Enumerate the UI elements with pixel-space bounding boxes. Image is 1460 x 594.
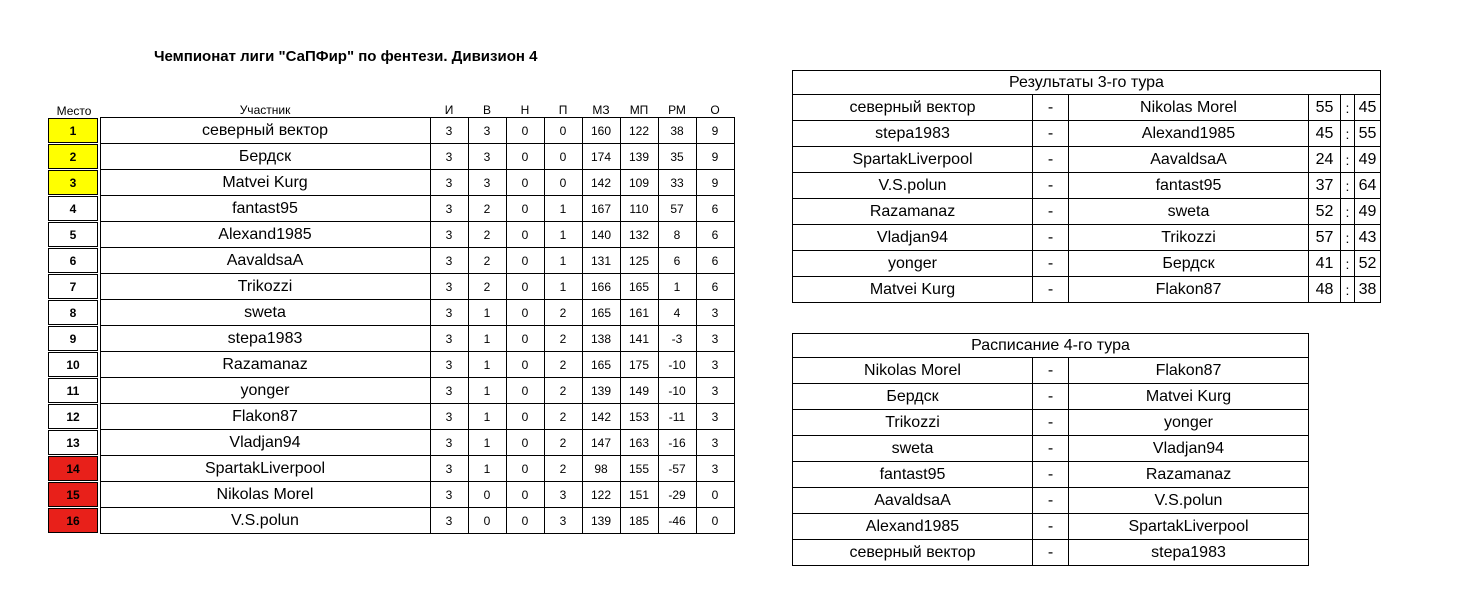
- points-against-cell: 153: [620, 404, 658, 430]
- place-number: 8: [48, 300, 98, 325]
- losses-cell: 2: [544, 300, 582, 326]
- home-score: 57: [1309, 225, 1341, 251]
- away-team: Flakon87: [1069, 358, 1309, 384]
- score-cell: 0: [696, 508, 734, 534]
- points-for-cell: 131: [582, 248, 620, 274]
- wins-cell: 1: [468, 352, 506, 378]
- points-against-cell: 161: [620, 300, 658, 326]
- home-team: V.S.polun: [793, 173, 1033, 199]
- difference-cell: -16: [658, 430, 696, 456]
- home-team: Trikozzi: [793, 410, 1033, 436]
- score-separator: :: [1341, 277, 1355, 303]
- place-cell: [48, 352, 100, 378]
- difference-cell: 8: [658, 222, 696, 248]
- losses-cell: 0: [544, 118, 582, 144]
- schedule-table: [792, 333, 1309, 566]
- score-cell: 6: [696, 274, 734, 300]
- score-cell: 3: [696, 352, 734, 378]
- points-against-cell: 122: [620, 118, 658, 144]
- points-for-cell: 166: [582, 274, 620, 300]
- schedule-row: [793, 410, 1309, 436]
- header-wins: В: [482, 103, 491, 117]
- away-team: Nikolas Morel: [1069, 95, 1309, 121]
- home-team: Matvei Kurg: [793, 277, 1033, 303]
- standings-row: [48, 508, 734, 534]
- away-score: 49: [1355, 199, 1381, 225]
- header-draws: Н: [520, 103, 530, 117]
- losses-cell: 1: [544, 196, 582, 222]
- wins-cell: 3: [468, 170, 506, 196]
- points-for-cell: 167: [582, 196, 620, 222]
- home-score: 55: [1309, 95, 1341, 121]
- place-cell: [48, 222, 100, 248]
- header-points-against: МП: [629, 103, 649, 117]
- home-team: Razamanaz: [793, 199, 1033, 225]
- schedule-row: [793, 540, 1309, 566]
- result-row: [793, 95, 1381, 121]
- difference-cell: -3: [658, 326, 696, 352]
- points-for-cell: 140: [582, 222, 620, 248]
- score-separator: :: [1341, 95, 1355, 121]
- participant-name: Vladjan94: [100, 430, 430, 456]
- standings-row: [48, 248, 734, 274]
- participant-name: stepa1983: [100, 326, 430, 352]
- games-cell: 3: [430, 222, 468, 248]
- losses-cell: 3: [544, 482, 582, 508]
- draws-cell: 0: [506, 274, 544, 300]
- standings-header-row: [48, 98, 734, 118]
- place-cell: [48, 248, 100, 274]
- away-score: 52: [1355, 251, 1381, 277]
- wins-cell: 2: [468, 196, 506, 222]
- away-team: SpartakLiverpool: [1069, 514, 1309, 540]
- away-team: V.S.polun: [1069, 488, 1309, 514]
- standings-row: [48, 222, 734, 248]
- games-cell: 3: [430, 274, 468, 300]
- score-cell: 0: [696, 482, 734, 508]
- score-separator: :: [1341, 147, 1355, 173]
- standings-row: [48, 196, 734, 222]
- place-number: 7: [48, 274, 98, 299]
- place-number: 16: [48, 508, 98, 533]
- home-score: 24: [1309, 147, 1341, 173]
- away-team: Flakon87: [1069, 277, 1309, 303]
- score-separator: :: [1341, 251, 1355, 277]
- difference-cell: -11: [658, 404, 696, 430]
- away-score: 55: [1355, 121, 1381, 147]
- draws-cell: 0: [506, 326, 544, 352]
- vs-dash: -: [1033, 277, 1069, 303]
- points-for-cell: 142: [582, 404, 620, 430]
- draws-cell: 0: [506, 404, 544, 430]
- participant-name: AavaldsaA: [100, 248, 430, 274]
- points-for-cell: 147: [582, 430, 620, 456]
- points-against-cell: 155: [620, 456, 658, 482]
- games-cell: 3: [430, 170, 468, 196]
- home-score: 37: [1309, 173, 1341, 199]
- participant-name: yonger: [100, 378, 430, 404]
- score-cell: 9: [696, 144, 734, 170]
- losses-cell: 3: [544, 508, 582, 534]
- standings-row: [48, 378, 734, 404]
- wins-cell: 2: [468, 248, 506, 274]
- schedule-row: [793, 488, 1309, 514]
- losses-cell: 2: [544, 378, 582, 404]
- participant-name: Бердск: [100, 144, 430, 170]
- away-team: fantast95: [1069, 173, 1309, 199]
- losses-cell: 0: [544, 144, 582, 170]
- standings-row: [48, 118, 734, 144]
- draws-cell: 0: [506, 352, 544, 378]
- losses-cell: 2: [544, 326, 582, 352]
- header-points-for: МЗ: [592, 103, 610, 117]
- place-cell: [48, 404, 100, 430]
- participant-name: Razamanaz: [100, 352, 430, 378]
- place-cell: [48, 326, 100, 352]
- points-against-cell: 125: [620, 248, 658, 274]
- points-for-cell: 174: [582, 144, 620, 170]
- standings-row: [48, 404, 734, 430]
- draws-cell: 0: [506, 508, 544, 534]
- place-cell: [48, 144, 100, 170]
- games-cell: 3: [430, 118, 468, 144]
- points-against-cell: 149: [620, 378, 658, 404]
- vs-dash: -: [1033, 173, 1069, 199]
- vs-dash: -: [1033, 410, 1069, 436]
- away-score: 49: [1355, 147, 1381, 173]
- games-cell: 3: [430, 352, 468, 378]
- schedule-row: [793, 358, 1309, 384]
- points-against-cell: 109: [620, 170, 658, 196]
- schedule-row: [793, 436, 1309, 462]
- place-cell: [48, 196, 100, 222]
- standings-row: [48, 326, 734, 352]
- draws-cell: 0: [506, 482, 544, 508]
- losses-cell: 1: [544, 222, 582, 248]
- away-team: Alexand1985: [1069, 121, 1309, 147]
- away-team: Бердск: [1069, 251, 1309, 277]
- games-cell: 3: [430, 196, 468, 222]
- draws-cell: 0: [506, 118, 544, 144]
- place-cell: [48, 170, 100, 196]
- away-team: Matvei Kurg: [1069, 384, 1309, 410]
- draws-cell: 0: [506, 248, 544, 274]
- games-cell: 3: [430, 430, 468, 456]
- place-number: 11: [48, 378, 98, 403]
- standings-table: [48, 98, 735, 534]
- wins-cell: 2: [468, 222, 506, 248]
- games-cell: 3: [430, 300, 468, 326]
- difference-cell: 38: [658, 118, 696, 144]
- away-team: sweta: [1069, 199, 1309, 225]
- vs-dash: -: [1033, 251, 1069, 277]
- participant-name: SpartakLiverpool: [100, 456, 430, 482]
- result-row: [793, 251, 1381, 277]
- wins-cell: 1: [468, 300, 506, 326]
- schedule-row: [793, 514, 1309, 540]
- games-cell: 3: [430, 248, 468, 274]
- home-score: 52: [1309, 199, 1341, 225]
- place-cell: [48, 118, 100, 144]
- points-against-cell: 110: [620, 196, 658, 222]
- points-for-cell: 98: [582, 456, 620, 482]
- score-separator: :: [1341, 225, 1355, 251]
- home-team: Alexand1985: [793, 514, 1033, 540]
- participant-name: Flakon87: [100, 404, 430, 430]
- away-team: Razamanaz: [1069, 462, 1309, 488]
- points-for-cell: 160: [582, 118, 620, 144]
- schedule-row: [793, 384, 1309, 410]
- place-number: 15: [48, 482, 98, 507]
- difference-cell: -57: [658, 456, 696, 482]
- away-score: 45: [1355, 95, 1381, 121]
- away-team: yonger: [1069, 410, 1309, 436]
- home-team: Vladjan94: [793, 225, 1033, 251]
- score-cell: 3: [696, 300, 734, 326]
- participant-name: Trikozzi: [100, 274, 430, 300]
- draws-cell: 0: [506, 196, 544, 222]
- place-number: 3: [48, 170, 98, 195]
- away-team: Vladjan94: [1069, 436, 1309, 462]
- difference-cell: 4: [658, 300, 696, 326]
- points-for-cell: 139: [582, 508, 620, 534]
- header-place: Место: [56, 103, 92, 118]
- points-against-cell: 185: [620, 508, 658, 534]
- results-table: [792, 70, 1381, 303]
- home-team: stepa1983: [793, 121, 1033, 147]
- result-row: [793, 173, 1381, 199]
- games-cell: 3: [430, 404, 468, 430]
- place-number: 5: [48, 222, 98, 247]
- wins-cell: 3: [468, 118, 506, 144]
- score-cell: 3: [696, 404, 734, 430]
- score-cell: 3: [696, 456, 734, 482]
- home-team: северный вектор: [793, 540, 1033, 566]
- place-number: 14: [48, 456, 98, 481]
- score-cell: 9: [696, 170, 734, 196]
- points-against-cell: 151: [620, 482, 658, 508]
- place-number: 2: [48, 144, 98, 169]
- points-for-cell: 165: [582, 352, 620, 378]
- difference-cell: -10: [658, 378, 696, 404]
- participant-name: V.S.polun: [100, 508, 430, 534]
- points-against-cell: 132: [620, 222, 658, 248]
- wins-cell: 0: [468, 482, 506, 508]
- vs-dash: -: [1033, 540, 1069, 566]
- participant-name: северный вектор: [100, 118, 430, 144]
- home-team: северный вектор: [793, 95, 1033, 121]
- score-cell: 3: [696, 378, 734, 404]
- home-score: 45: [1309, 121, 1341, 147]
- difference-cell: -46: [658, 508, 696, 534]
- wins-cell: 1: [468, 456, 506, 482]
- home-team: Бердск: [793, 384, 1033, 410]
- home-team: fantast95: [793, 462, 1033, 488]
- score-cell: 6: [696, 248, 734, 274]
- points-for-cell: 122: [582, 482, 620, 508]
- points-against-cell: 175: [620, 352, 658, 378]
- difference-cell: -29: [658, 482, 696, 508]
- vs-dash: -: [1033, 121, 1069, 147]
- away-score: 64: [1355, 173, 1381, 199]
- home-team: Nikolas Morel: [793, 358, 1033, 384]
- place-cell: [48, 508, 100, 534]
- home-team: AavaldsaA: [793, 488, 1033, 514]
- points-for-cell: 139: [582, 378, 620, 404]
- points-for-cell: 138: [582, 326, 620, 352]
- difference-cell: 57: [658, 196, 696, 222]
- difference-cell: 35: [658, 144, 696, 170]
- result-row: [793, 121, 1381, 147]
- standings-row: [48, 430, 734, 456]
- losses-cell: 1: [544, 248, 582, 274]
- losses-cell: 2: [544, 430, 582, 456]
- score-separator: :: [1341, 199, 1355, 225]
- place-number: 10: [48, 352, 98, 377]
- home-score: 48: [1309, 277, 1341, 303]
- place-number: 13: [48, 430, 98, 455]
- place-cell: [48, 430, 100, 456]
- header-participant: Участник: [239, 103, 291, 117]
- participant-name: Matvei Kurg: [100, 170, 430, 196]
- away-score: 38: [1355, 277, 1381, 303]
- home-score: 41: [1309, 251, 1341, 277]
- points-for-cell: 142: [582, 170, 620, 196]
- losses-cell: 2: [544, 352, 582, 378]
- losses-cell: 2: [544, 456, 582, 482]
- losses-cell: 1: [544, 274, 582, 300]
- vs-dash: -: [1033, 199, 1069, 225]
- score-cell: 9: [696, 118, 734, 144]
- wins-cell: 3: [468, 144, 506, 170]
- draws-cell: 0: [506, 144, 544, 170]
- results-title: Результаты 3-го тура: [793, 71, 1381, 95]
- place-number: 9: [48, 326, 98, 351]
- schedule-title: Расписание 4-го тура: [793, 334, 1309, 358]
- score-cell: 6: [696, 222, 734, 248]
- standings-row: [48, 170, 734, 196]
- header-score: О: [710, 103, 720, 117]
- result-row: [793, 225, 1381, 251]
- place-cell: [48, 378, 100, 404]
- result-row: [793, 147, 1381, 173]
- participant-name: fantast95: [100, 196, 430, 222]
- vs-dash: -: [1033, 514, 1069, 540]
- score-cell: 6: [696, 196, 734, 222]
- home-team: yonger: [793, 251, 1033, 277]
- place-cell: [48, 300, 100, 326]
- place-cell: [48, 456, 100, 482]
- place-number: 1: [48, 118, 98, 143]
- games-cell: 3: [430, 508, 468, 534]
- vs-dash: -: [1033, 462, 1069, 488]
- games-cell: 3: [430, 482, 468, 508]
- score-cell: 3: [696, 430, 734, 456]
- standings-row: [48, 300, 734, 326]
- home-team: sweta: [793, 436, 1033, 462]
- score-separator: :: [1341, 173, 1355, 199]
- vs-dash: -: [1033, 95, 1069, 121]
- result-row: [793, 199, 1381, 225]
- wins-cell: 1: [468, 378, 506, 404]
- points-against-cell: 165: [620, 274, 658, 300]
- participant-name: sweta: [100, 300, 430, 326]
- standings-row: [48, 482, 734, 508]
- standings-row: [48, 144, 734, 170]
- vs-dash: -: [1033, 147, 1069, 173]
- losses-cell: 0: [544, 170, 582, 196]
- points-against-cell: 163: [620, 430, 658, 456]
- draws-cell: 0: [506, 170, 544, 196]
- participant-name: Nikolas Morel: [100, 482, 430, 508]
- vs-dash: -: [1033, 384, 1069, 410]
- games-cell: 3: [430, 326, 468, 352]
- losses-cell: 2: [544, 404, 582, 430]
- wins-cell: 1: [468, 326, 506, 352]
- wins-cell: 1: [468, 430, 506, 456]
- points-for-cell: 165: [582, 300, 620, 326]
- standings-row: [48, 352, 734, 378]
- away-team: stepa1983: [1069, 540, 1309, 566]
- wins-cell: 0: [468, 508, 506, 534]
- participant-name: Alexand1985: [100, 222, 430, 248]
- place-number: 12: [48, 404, 98, 429]
- away-score: 43: [1355, 225, 1381, 251]
- draws-cell: 0: [506, 378, 544, 404]
- games-cell: 3: [430, 456, 468, 482]
- difference-cell: 1: [658, 274, 696, 300]
- standings-row: [48, 274, 734, 300]
- header-losses: П: [558, 103, 568, 117]
- score-cell: 3: [696, 326, 734, 352]
- draws-cell: 0: [506, 300, 544, 326]
- vs-dash: -: [1033, 488, 1069, 514]
- header-difference: РМ: [668, 103, 686, 117]
- difference-cell: 6: [658, 248, 696, 274]
- place-cell: [48, 274, 100, 300]
- games-cell: 3: [430, 144, 468, 170]
- header-games: И: [444, 103, 454, 117]
- wins-cell: 1: [468, 404, 506, 430]
- vs-dash: -: [1033, 358, 1069, 384]
- place-cell: [48, 482, 100, 508]
- vs-dash: -: [1033, 225, 1069, 251]
- home-team: SpartakLiverpool: [793, 147, 1033, 173]
- place-number: 6: [48, 248, 98, 273]
- wins-cell: 2: [468, 274, 506, 300]
- draws-cell: 0: [506, 456, 544, 482]
- score-separator: :: [1341, 121, 1355, 147]
- points-against-cell: 139: [620, 144, 658, 170]
- vs-dash: -: [1033, 436, 1069, 462]
- away-team: AavaldsaA: [1069, 147, 1309, 173]
- page-title: Чемпионат лиги "СаПФир" по фентези. Дивизион 4: [154, 48, 538, 65]
- draws-cell: 0: [506, 430, 544, 456]
- standings-row: [48, 456, 734, 482]
- place-number: 4: [48, 196, 98, 221]
- result-row: [793, 277, 1381, 303]
- schedule-row: [793, 462, 1309, 488]
- away-team: Trikozzi: [1069, 225, 1309, 251]
- difference-cell: -10: [658, 352, 696, 378]
- draws-cell: 0: [506, 222, 544, 248]
- games-cell: 3: [430, 378, 468, 404]
- difference-cell: 33: [658, 170, 696, 196]
- points-against-cell: 141: [620, 326, 658, 352]
